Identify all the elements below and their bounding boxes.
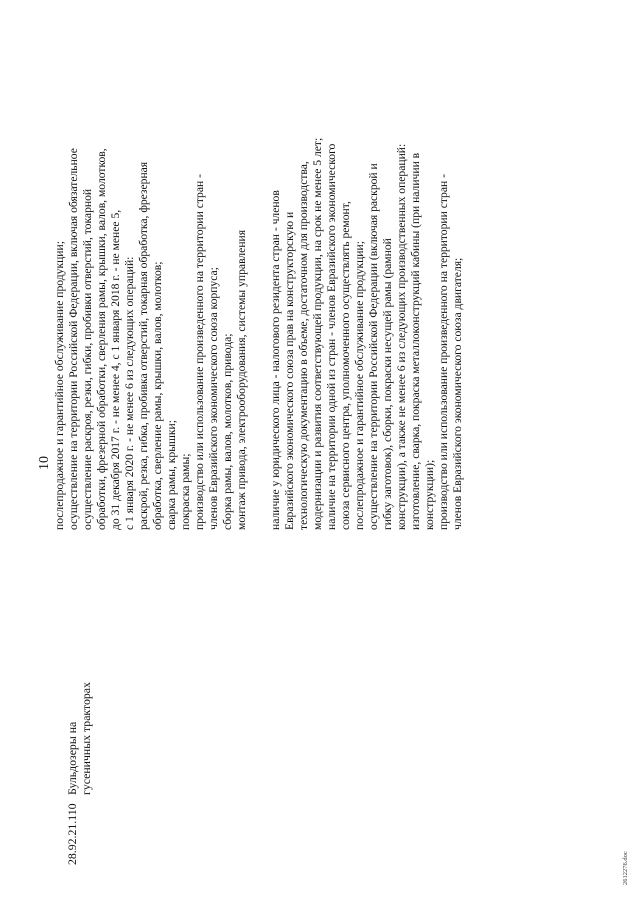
product-name-line: гусеничных тракторах bbox=[79, 682, 93, 795]
text-line: наличие у юридического лица - налогового резидента стран - членов bbox=[269, 190, 282, 530]
text-line: союза сервисного центра, уполномоченного осуществлять ремонт, bbox=[339, 201, 352, 530]
text-line: сварка рамы, крышки; bbox=[165, 420, 178, 530]
text-line: покраска рамы; bbox=[179, 453, 192, 530]
text-line: гибку заготовок), сборки, покраски несущей рамы (рамной bbox=[381, 238, 394, 530]
text-line: сборка рамы, валов, молотков, привода; bbox=[221, 333, 234, 530]
text-line: технологическую документацию в объеме, достаточном для производства, bbox=[297, 161, 310, 530]
text-line: осуществление на территории Российской Федерации (включая раскрой и bbox=[367, 163, 380, 530]
text-line: монтаж привода, электрооборудования, системы управления bbox=[235, 229, 248, 530]
text-line: послепродажное и гарантийное обслуживание продукции; bbox=[353, 241, 366, 530]
text-line: изготовление, сварка, покраска металлоконструкций кабины (при наличии в bbox=[409, 152, 422, 530]
text-line: Евразийского экономического союза прав на конструкторскую и bbox=[283, 211, 296, 530]
text-line: осуществление раскроя, резки, гибки, пробивки отверстий, токарной bbox=[81, 188, 94, 530]
text-line: осуществление на территории Российской Федерации, включая обязательное bbox=[67, 148, 80, 530]
text-line: раскрой, резка, гибка, пробивка отверстий, токарная обработка, фрезерная bbox=[137, 161, 150, 530]
text-line: модернизации и развития соответствующей продукции, на срок не менее 5 лет; bbox=[311, 137, 324, 530]
text-line: с 1 января 2020 г. - не менее 6 из следующих операций: bbox=[123, 256, 136, 530]
text-line: до 31 декабря 2017 г. - не менее 4, с 1 января 2018 г. - не менее 5, bbox=[109, 209, 122, 530]
text-line: наличие на территории одной из стран - членов Евразийского экономического bbox=[325, 143, 338, 530]
text-line: послепродажное и гарантийное обслуживание продукции; bbox=[53, 241, 66, 530]
text-line: членов Евразийского экономического союза корпуса; bbox=[207, 267, 220, 530]
product-name-line: Бульдозеры на bbox=[65, 721, 79, 795]
text-line: обработки, фрезерной обработки, сверления рамы, крышки, валов, молотков, bbox=[95, 148, 108, 530]
file-name-footer: 2612276.doc bbox=[622, 851, 629, 885]
okpd-code: 28.92.21.110 bbox=[65, 803, 79, 865]
text-line: конструкции); bbox=[423, 459, 436, 530]
text-line: членов Евразийского экономического союза двигателя; bbox=[451, 257, 464, 530]
page-number: 10 bbox=[37, 456, 52, 470]
text-line: обработка, сверление рамы, крышки, валов, молотков; bbox=[151, 261, 164, 530]
text-line: производство или использование произведенного на территории стран - bbox=[193, 174, 206, 530]
text-line: производство или использование произведенного на территории стран - bbox=[437, 174, 450, 530]
text-line: конструкции), а также не менее 6 из следующих производственных операций: bbox=[395, 143, 408, 530]
